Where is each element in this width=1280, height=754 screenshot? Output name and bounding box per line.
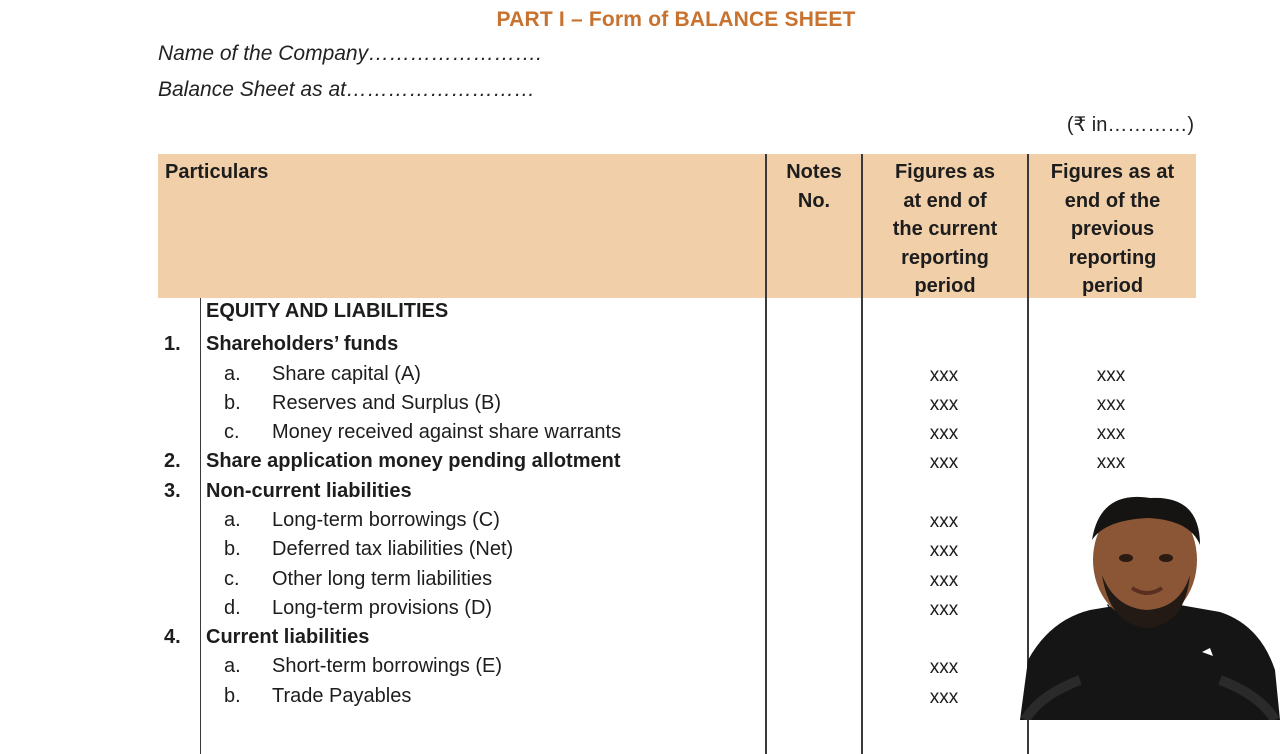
presenter-video xyxy=(1020,480,1280,720)
section-heading: EQUITY AND LIABILITIES xyxy=(206,300,449,322)
company-name-line: Name of the Company……………………. xyxy=(158,42,542,65)
header-previous-period: Figures as at end of the previous reporting period xyxy=(1050,161,1175,297)
header-notes: Notes No. xyxy=(786,161,842,212)
number-column-divider xyxy=(200,298,201,754)
notes-column-divider xyxy=(765,154,767,754)
balance-sheet-table: Particulars Notes No. Figures as at end of the current reporting period Figures as at end of the previous reporting period EQUITY AND LIABILITIES 1. Shareholders’ funds a. Share capital (A) xxx xxx b. Reserves and Surplus (B) xxx xxx c. Money received against share warrants xxx xxx 2. Share application money pending allotment xxx xxx 3. Non-current liabilities a. Long-term borrowings (C) xxx b. Deferred tax liabilities (Net) xxx c. Other long term liabilities xxx d. Long-term provisions (D) xxx 4. Current liabilities a. Short-term borrowings (E) xxx b. Trade Payables xxx xyxy=(158,154,1196,754)
currency-unit-note: (₹ in…………) xyxy=(1066,114,1194,136)
document-title: PART I – Form of BALANCE SHEET xyxy=(496,8,856,31)
header-particulars: Particulars xyxy=(165,161,269,183)
header-current-period: Figures as at end of the current reporting period xyxy=(892,161,998,297)
balance-sheet-date-line: Balance Sheet as at……………………… xyxy=(158,78,535,101)
